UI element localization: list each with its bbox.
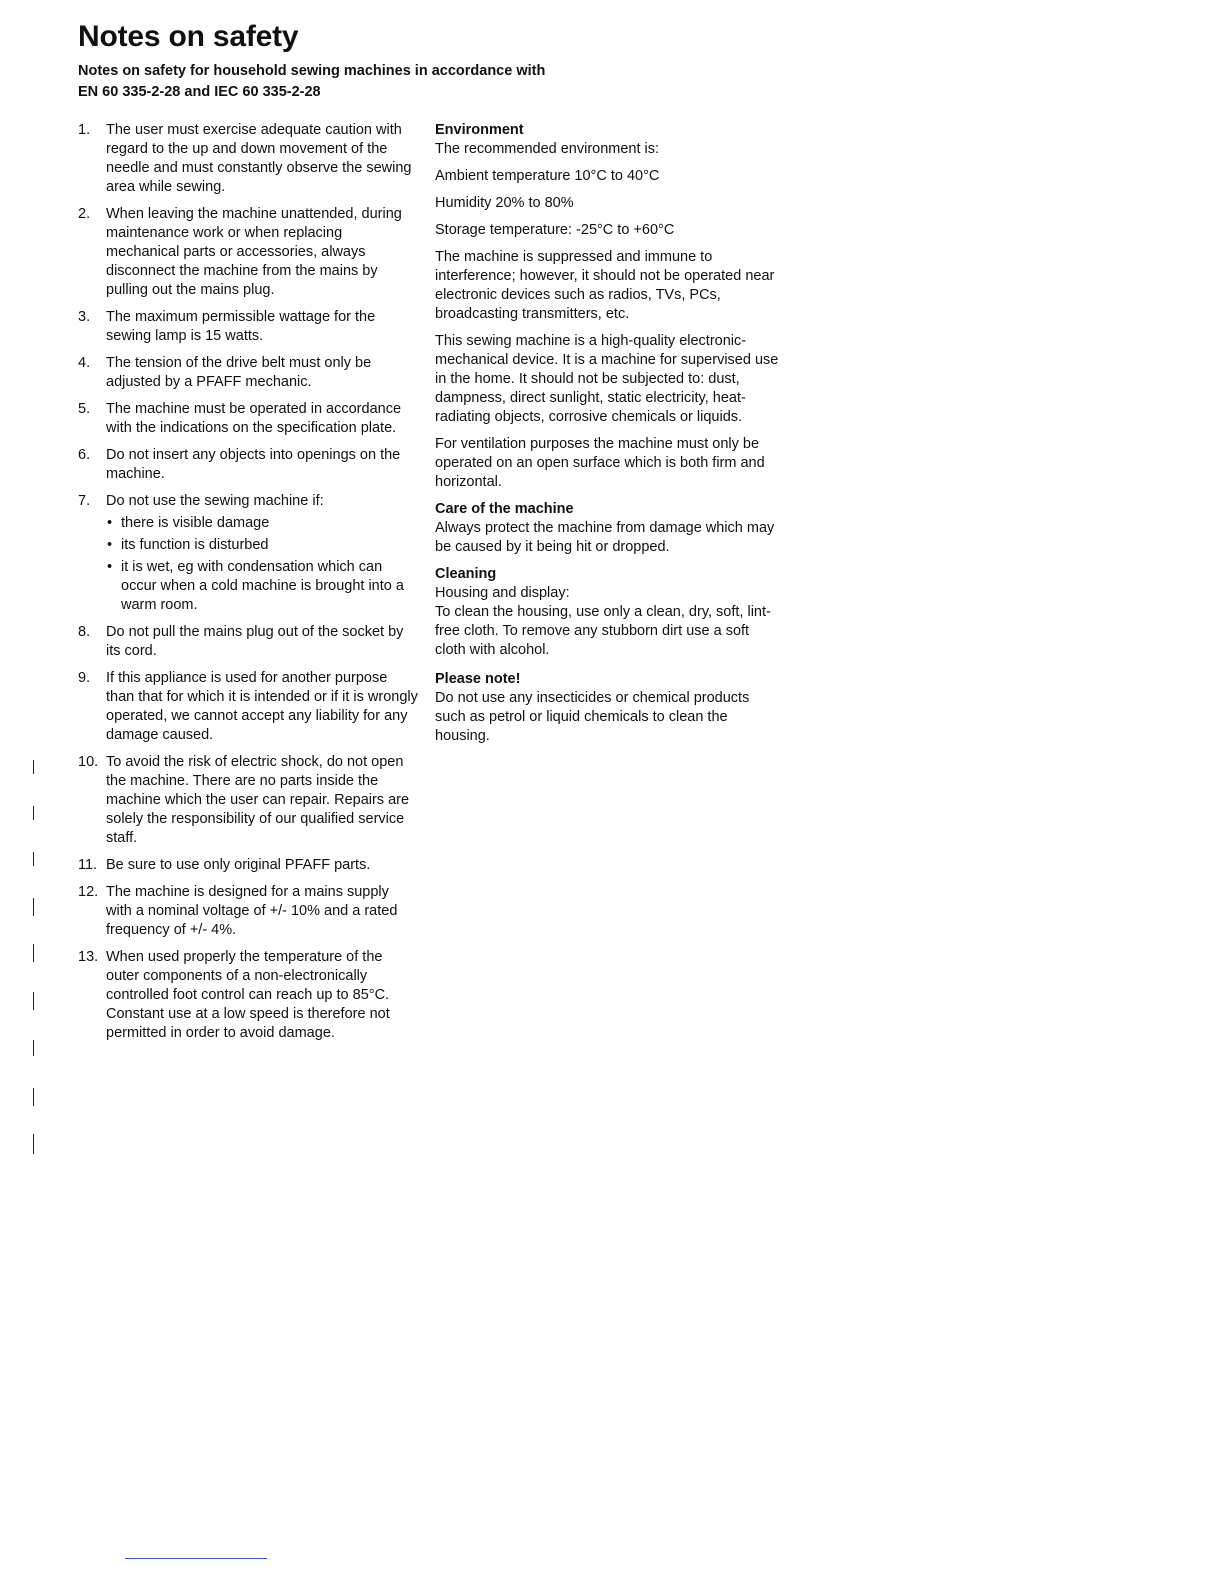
rule-text: The maximum permissible wattage for the sewing lamp is 15 watts.: [106, 309, 376, 344]
margin-change-bar: [33, 852, 34, 866]
bullet-item: • it is wet, eg with condensation which can occur when a cold machine is brought into a warm room.: [106, 558, 418, 615]
rule-item: [78, 308, 418, 346]
quality-text: This sewing machine is a high-quality electronic-mechanical device. It is a machine for supervised use in the home. It should not be subjected to: dust, dampness, direct sunlight, static electricity, heat-radiating objects, corrosive chemicals or liquids.: [435, 333, 779, 425]
environment-heading: Environment: [435, 122, 524, 138]
rule-number: 1.: [78, 122, 91, 138]
margin-change-bar: [33, 898, 34, 916]
bullet-item: • there is visible damage: [106, 514, 418, 533]
rule-number: 13.: [78, 949, 99, 965]
rule-item: [78, 492, 418, 615]
rule-number: 9.: [78, 670, 91, 686]
rule-item: [78, 883, 418, 940]
rule-number: 2.: [78, 206, 91, 222]
rule-text: The machine must be operated in accordance with the indications on the specification plate.: [106, 401, 402, 436]
margin-change-bar: [33, 1040, 34, 1056]
rule-number: 8.: [78, 624, 91, 640]
cleaning-line-2: To clean the housing, use only a clean, dry, soft, lint-free cloth. To remove any stubborn dirt use a soft cloth with alcohol.: [435, 604, 771, 658]
storage-temperature: Storage temperature: -25°C to +60°C: [435, 222, 675, 238]
environment-intro: The recommended environment is:: [435, 141, 660, 157]
rule-number: 3.: [78, 309, 91, 325]
rule-text: The machine is designed for a mains supply with a nominal voltage of +/- 10% and a rated frequency of +/- 4%.: [106, 884, 398, 938]
footer-rule: [125, 1558, 267, 1559]
rule-number: 7.: [78, 493, 91, 509]
ambient-temperature: Ambient temperature 10°C to 40°C: [435, 168, 660, 184]
rule-text: When leaving the machine unattended, during maintenance work or when replacing mechanical parts or accessories, always disconnect the machine from the mains by pulling out the mains plug.: [106, 206, 402, 298]
rule-number: 6.: [78, 447, 91, 463]
note-heading: Please note!: [435, 671, 521, 687]
ventilation-text: For ventilation purposes the machine must only be operated on an open surface which is both firm and horizontal.: [435, 436, 765, 490]
cleaning-section: [435, 565, 780, 660]
cleaning-heading: Cleaning: [435, 566, 497, 582]
care-heading: Care of the machine: [435, 501, 574, 517]
rule-item: [78, 623, 418, 661]
cleaning-line-1: Housing and display:: [435, 585, 570, 601]
rule-number: 10.: [78, 754, 99, 770]
rule-item: [78, 400, 418, 438]
rule-item: [78, 856, 418, 875]
rule-text: If this appliance is used for another purpose than that for which it is intended or if it is wrongly operated, we cannot accept any liability for any damage caused.: [106, 670, 418, 743]
margin-change-bar: [33, 806, 34, 820]
margin-change-bar: [33, 944, 34, 962]
rule-text: Do not use the sewing machine if:: [106, 493, 324, 509]
rule-item: [78, 669, 418, 745]
info-column: [435, 121, 780, 754]
rule-text: Do not pull the mains plug out of the socket by its cord.: [106, 624, 404, 659]
page-title: Notes on safety: [78, 20, 299, 53]
rule-number: 12.: [78, 884, 99, 900]
interference-text: The machine is suppressed and immune to interference; however, it should not be operated near electronic devices such as radios, TVs, PCs, broadcasting transmitters, etc.: [435, 249, 775, 322]
rule-item: [78, 948, 418, 1043]
rule-text: To avoid the risk of electric shock, do not open the machine. There are no parts inside the machine which the user can repair. Repairs are solely the responsibility of our qualified service staff.: [106, 754, 410, 846]
page-subtitle: [78, 61, 545, 103]
subtitle-line-1: Notes on safety for household sewing machines in accordance with: [78, 63, 546, 79]
rule-text: Be sure to use only original PFAFF parts.: [106, 857, 371, 873]
humidity: Humidity 20% to 80%: [435, 195, 574, 211]
safety-rules-column: [78, 121, 418, 1051]
environment-section: [435, 121, 780, 492]
safety-rules-list: [78, 121, 418, 1043]
rule-text: The tension of the drive belt must only be adjusted by a PFAFF mechanic.: [106, 355, 372, 390]
rule-bullet-list: [106, 514, 418, 615]
rule-text: The user must exercise adequate caution with regard to the up and down movement of the needle and must constantly observe the sewing area while sewing.: [106, 122, 412, 195]
rule-item: [78, 446, 418, 484]
margin-change-bar: [33, 760, 34, 774]
margin-change-bar: [33, 1134, 34, 1154]
note-section: [435, 670, 780, 746]
rule-item: [78, 354, 418, 392]
note-text: Do not use any insecticides or chemical products such as petrol or liquid chemicals to clean the housing.: [435, 690, 750, 744]
rule-text: When used properly the temperature of the outer components of a non-electronically controlled foot control can reach up to 85°C. Constant use at a low speed is therefore not permitted in order to avoid damage.: [106, 949, 390, 1041]
bullet-item: • its function is disturbed: [106, 536, 418, 555]
rule-number: 11.: [78, 857, 98, 873]
subtitle-line-2: EN 60 335-2-28 and IEC 60 335-2-28: [78, 84, 321, 100]
rule-number: 4.: [78, 355, 91, 371]
margin-change-bar: [33, 1088, 34, 1106]
care-section: [435, 500, 780, 557]
rule-item: [78, 121, 418, 197]
rule-text: Do not insert any objects into openings on the machine.: [106, 447, 401, 482]
rule-item: [78, 753, 418, 848]
rule-item: [78, 205, 418, 300]
rule-number: 5.: [78, 401, 91, 417]
margin-change-bar: [33, 992, 34, 1010]
care-text: Always protect the machine from damage which may be caused by it being hit or dropped.: [435, 520, 775, 555]
